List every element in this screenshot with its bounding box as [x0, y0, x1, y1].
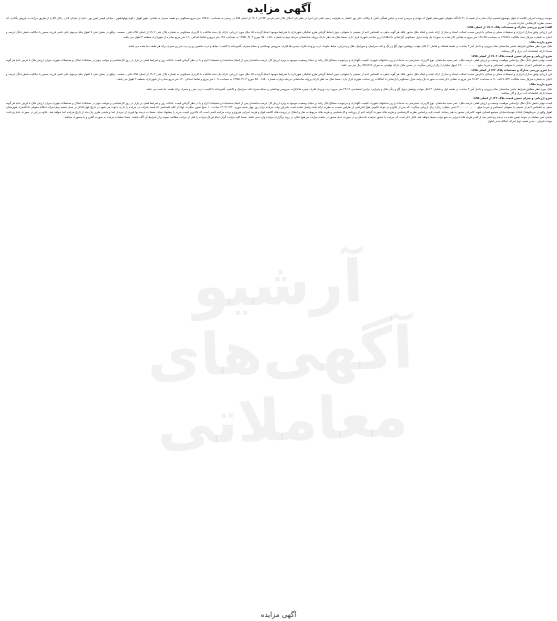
paragraph-valuation-a: قیمت نهایی شش دانگ ملک براساس موقعیت وسعت و ارزش فعلی عرصه ملک، عمر مفید ساختمان، نوع کاربری، دسترسی به خدمات و زیر ساختهای شهری، کیفیت نگهداری و مرغوبیت مصالح بکار رفته بر مبنای وضعیت موجود به ویژه ارزش کل عرصه ساختمان پس از انجام محاسبات و تحقیقات لازم و با در نظر گرفتن قیمت عادلانه روز و شرایط فعلی بر بازار در روز کارشناسی و جوانب موثر در معاملات املاک و مستغلات شهری میزان ارزش ملک با فرض عدم هر گونه بدهی به اشخاص اعم از حقیقی یا حقوقی (مستاجر و غیره) مبلغ ۲۶،۰۰۰،۰۰۰،۰۰۰ (چهل میلیارد) ریال ارزیابی میگردد. در ضمن ملک دارای توقیفی به میزان ۹۹۶/۶۶۶ ریال نیز می باشد. — [6, 58, 552, 68]
paragraph-docs-a: این ارزیابی وفق مدارک ابرازی و تحقیقات محلی و مبنائی با فرض صحت اصالت اسناد و مدارک ارائه شده و اینکه ملک مذبور فاقد هر گونه بدهی به اشخاص اعم از حقیقی یا حقوقی، بدون لحاظ گرفتن طرح تفکیکی شهرداری یا شرایط موجود انجام گردیده لذا ملک مورد ارزیابی دارای یک سند مالکیت با کاربری مسکونی به شماره پلاک ثبتی ۱۹۰۲ از اصلی ۸۹۵ دفتر - صفحه - واقع در بخش ثبتی ۷ اهواز بنام مرحوم علی دلفی فرزند حسین با مالکیت شش دانگ عرصه و اعیان به شماره سریال سند مالکیت ۱۳۸۹۸۶ به مساحت ۱۲۸،۳۵ متر مربع به نشانی ذکر شده به صورت یک واحد منزل مسکونی آپارتمانی با امکانات زیر ساخت شهری قرار دارد. ضمنا ملک مد نظر دارای پروانه ساختمانی مرحله دوم به شماره ۹۵۰۰۱۸۵۰ مورخ ۱۳۹۵/۰۳/۰۳ به مساحت ۱۴۸ متر مربع و تقاضا احداثی ۱۶۰ متر مربع صادره از شهرداری منطقه ۳ اهواز می باشد. — [6, 30, 552, 39]
paragraph-utilities-a: ضمنا دارای انشعابات آب، برق و گاز میباشد. — [500, 48, 552, 53]
heading-visit-a: شرح بازدید ملک: — [528, 39, 552, 44]
heading-docs-b: ب) شرح بررسی مدارک و مستندات پلاک ۱۳۲ از اصلی ۸۹۵: — [471, 67, 552, 72]
watermark: آرشیو آگهی‌های معاملاتی — [146, 247, 414, 459]
notice-title: آگهی مزایده — [247, 3, 311, 15]
heading-docs-a: الف) شرح بررسی مدارک و مستندات پلاک ۱۹۰۲ از اصلی ۸۹۵: — [467, 25, 552, 30]
heading-valuation-a: شرح ارزیابی و میزان تعیین قیمت پلاک ۱۹۰۲ از اصلی ۸۹۵: — [471, 53, 552, 58]
heading-visit-b: شرح بازدید ملک: — [528, 81, 552, 86]
heading-valuation-b: شرح ارزیابی و میزان تعیین قیمت پلاک ۱۳۲ از اصلی ۸۹۵: — [473, 95, 552, 100]
paragraph-docs-b: این ارزیابی وفق مدارک ابرازی و تحقیقات محلی و مبنائی با فرض صحت اصالت اسناد و مدارک ارائه شده و اینکه ملک مذبور فاقد هر گونه بدهی به اشخاص اعم از حقیقی یا حقوقی، بدون لحاظ گرفتن طرح تفکیکی شهرداری یا شرایط موجود انجام گردیده لذا ملک مورد ارزیابی دارای یک سند مالکیت با کاربری مسکونی به شماره پلاک ثبتی ۱۹۰۲ از اصلی ۸۹۵ دفتر - صفحه - واقع در بخش ثبتی ۷ اهواز بنام مرحوم علی دلفی فرزند حسین با مالکیت شش دانگ عرصه و اعیان به شماره سریال سند مالکیت ۹۰۵۳۲ الف ۹۰ به مساحت ۹۱،۷۲ متر مربع به نشانی ذکر شده به صورت یک واحد منزل مسکونی آپارتمانی با امکانات زیر ساخت شهری قرار دارد. ضمنا ملک مد نظر دارای پروانه ساختمانی مرحله دوم به شماره ۹۵۰۰۱۸۵۰ مورخ ۱۳۹۵/۰۳/۰۳ به مساحت ۱۰۹ متر مربع و تقاضا احداثی ۱۳۰ متر مربع صادره از شهرداری منطقه ۳ اهواز می باشد. — [6, 72, 552, 82]
paragraph-intro: موجب پرونده اجرایی کلاسه ی فوق موضوع تقسیم ترکه صادره از شعبه ی ۲۱ دادگاه حقوقی شهرستان اهواز له مهدی و مریم و عبده و عباس همگی دلفی با وکالت علی پور افشار به طرفیت رحیم دلفی این اجرا در نظر دارد املاک پلاک ثبتی فرعی ۲۵۴ از ۱۹۰۲ از اصلی ۸۹۵ در زمینی به مساحت ۱۹۹،۵۰ متر مربع مسکونی دو طبقه مجزی به نشانی: شهر اهواز - کوی پهلوانشهر - خیابان قیصر امین پور - قبل از خیابان لادن - پلاک ۵۵ را از طریق مزایده به فروش بگذارد. که حسب نظریه کارشناس عبارت است از: — [6, 16, 552, 25]
signature-line: مهدی شرفی - مدیر شعبه دوم اجرای احکام مدنی اهواز — [487, 119, 552, 124]
paragraph-valuation-b: قیمت نهایی شش دانگ ملک براساس موقعیت وسعت و ارزش فعلی عرصه ملک، عمر مفید ساختمان، نوع کاربری، دسترسی به خدمات و زیر ساختهای شهری، کیفیت نگهداری و مرغوبیت مصالح بکار رفته بر مبنای وضعیت موجود به ویژه ارزش کل عرصه ساختمان پس از انجام محاسبات و تحقیقات لازم و با در نظر گرفتن قیمت عادلانه روز و شرایط فعلی بر بازار در روز کارشناسی و جوانب موثر در معاملات املاک و مستغلات شهری میزان ارزش ملک با فرض عدم هر گونه بدهی به اشخاص اعم از حقیقی یا حقوقی (مستاجر و غیره) مبلغ ۳۰،۰۰۰،۰۰۰،۰۰۰ (سی میلیارد ریال) ریال ارزیابی میگردد. که پس از ابلاغ و در موعد قانونی هیچ اعتراضی از طرفین نسبت به نظریه ارائه شده واصل نشده است بنابراین وقت مزایده برای روز چهار شنبه مورخ ۱۴۰۳/۰۳/۳۰ ساعت ۱۰ صبح تعیین میگردد. لهذا از کلیه اشخاصی که قصد شرکت در مزایده را دارند دعوت می شود در تاریخ فوق الذکر در محل شعبه دوم اجرای احکام حقوقی دادگستری شهرستان اهواز واقع در خرمکوشک ابتدای نیوسایدخیابان مجتمع قضایی شهید کامرانی حضور به هم رسانند. قیمت پایه براساس نظریه کارشناسی و هزینه های صورت گرفته اعم از روزنامه و کارشناسی و هزینه های مربوط به نقل و انتقال در پرونده های کلاسه فوق و هزینه اجرایی شروع و برنده مزایده کسی است که بالاترین قیمت خرید را پیشنهاد نماید. ضمنا ده درصد بها فوری از خریدار اخذ و مابقی ظرف یک ماه از تاریخ مزایده اخذ خواهد شد. علاوه بر این در صورت عدم پرداخت مابقی ثمن معامله در موعد تعیین شده ده درصد پرداختی بعد از کسر هزینه های اجرایی به نفع دولت ضبط خواهد شد. قابل ذکر است که مزایده با حضور نماینده دادستان و در صورت عدم حضور در جلسه مزایده نیز هیچ خللی در روند برگزاری مزایده وارد نمی باشد. ضمنا کلیه مزایده گران تمام اوراق مزایده را قبل از مزایده مطالعه نموده و از شرایط آن آگاه باشند. ضمنا عملیات مزایده به صورت آنلاین و یا حضوری میباشد. — [6, 100, 553, 119]
paragraph-visit-a: ملک مورد نظر مطابق شرایط حاضر ساختمان نمای بیرونی و داخل آجر ۳ ساخت در طبقه همکف و شامل: ۳ اتاق خواب، پوشش دیوار گچ و رنگ و کف سرامیک و موزاییک، هال و پذیرایی، حیاط خلوت، درب ورودی فلزی، پنجره ها فلزی، سرویس بهداشتی و حمام مجزی، آشپزخانه با کابینت، حیاط و درب ماشین رو و درب نفر رو مجزی برای هر طبقه، بنا شده می باشد. — [127, 44, 552, 49]
paragraph-visit-b: ملک مورد نظر مطابق شرایط حاضر ساختمان نمای بیرونی و داخل آجر ۳ ساخت در طبقه اول و شامل: ۳ اتاق خواب، پوشش دیوار گچ و رنگ، هال و پذیرایی، تراس اختصاصی ۲۴،۶۶ متر مربع، درب ورودی فلزی، پنجره ها فلزی، سرویس بهداشتی و حمام مجزی کف سرامیک و کاشی، آشپزخانه با کابینت، درب نفر رو مجزی برای طبقه، بنا شده می باشد. — [145, 86, 552, 91]
footer-title: آگهی مزایده — [260, 611, 297, 619]
notice-body — [6, 16, 552, 124]
paragraph-utilities-b: ضمنا دارای انشعابات آب، برق و گاز میباشد. — [500, 91, 552, 96]
